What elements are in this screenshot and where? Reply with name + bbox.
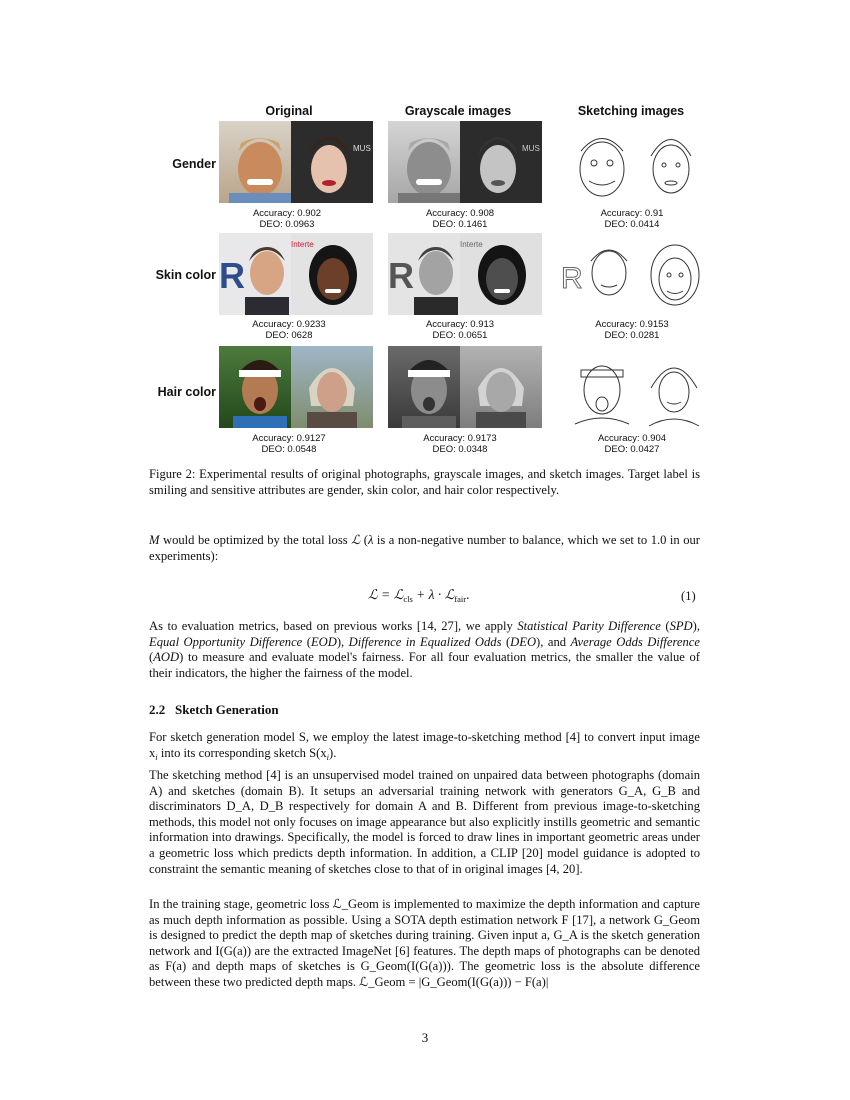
- photo-gender-female-original: [291, 121, 373, 203]
- sketch-hair-light: [633, 346, 715, 428]
- photo-gender-male-grayscale: [388, 121, 470, 203]
- svg-text:R: R: [561, 262, 583, 295]
- svg-text:MUS: MUS: [353, 144, 371, 153]
- photo-hair-light-grayscale: [460, 346, 542, 428]
- metric-hair-grayscale: Accuracy: 0.9173 DEO: 0.0348: [423, 433, 497, 455]
- section-heading: 2.2 Sketch Generation: [149, 702, 279, 717]
- photo-skin-dark-grayscale: [460, 233, 542, 315]
- metric-skin-original: Accuracy: 0.9233 DEO: 0628: [252, 319, 326, 341]
- sketch-gender-female: [633, 121, 715, 203]
- photo-gender-female-grayscale: [460, 121, 542, 203]
- svg-text:Interte: Interte: [460, 240, 483, 249]
- sketch-skin-dark: [633, 233, 715, 315]
- column-header-original: Original: [265, 104, 313, 118]
- column-header-sketching: Sketching images: [577, 104, 685, 118]
- paragraph-sketch-model: For sketch generation model S, we employ the latest image-to-sketching method [4] to convert input image $x_i$ into its corresponding sketch $S(x_i)$.: [149, 730, 700, 762]
- svg-text:R: R: [388, 255, 414, 296]
- row-label-skin-color: Skin color: [155, 268, 216, 282]
- row-label-gender: Gender: [172, 157, 216, 171]
- paragraph-geometric-loss: In the training stage, geometric loss ℒ_Geom is implemented to maximize the depth information and capture as much depth information as possible. Using a SOTA depth estimation network F [17], a network G_Geom is designed to predict the depth map of sketches during training. Given input a, G_A is the sketch generation network and I(G(a)) are the extracted ImageNet [6] features. The depth maps of photographs can be denoted as F(a) and depth maps of sketches is G_Geom(I(G(a))). The geometric loss is the absolute difference between these two predicted depth maps. ℒ_Geom = |G_Geom(I(G(a))) − F(a)|: [149, 897, 700, 989]
- photo-hair-dark-original: [219, 346, 301, 428]
- paragraph-evaluation-metrics: As to evaluation metrics, based on previous works [14, 27], we apply Statistical Parity Difference (SPD), Equal Opportunity Difference (EOD), Difference in Equalized Odds (DEO), and Average Odds Difference (AOD) to measure and evaluate model's fairness. For all four evaluation metrics, the smaller the value of their indicators, the higher the fairness of the model.: [149, 619, 700, 680]
- metric-gender-sketch: Accuracy: 0.91 DEO: 0.0414: [600, 208, 664, 230]
- metric-gender-grayscale: Accuracy: 0.908 DEO: 0.1461: [425, 208, 495, 230]
- svg-text:Interte: Interte: [291, 240, 314, 249]
- equation-total-loss: ℒ = ℒ$_{cls}$ + λ · ℒ$_{fair}$.: [368, 587, 470, 604]
- svg-text:MUS: MUS: [522, 144, 540, 153]
- sketch-gender-male: [561, 121, 643, 203]
- column-header-grayscale: Grayscale images: [404, 104, 512, 118]
- paragraph-total-loss: M would be optimized by the total loss ℒ (λ is a non-negative number to balance, which we set to 1.0 in our experiments):: [149, 533, 701, 563]
- photo-gender-male-original: [219, 121, 301, 203]
- photo-hair-light-original: [291, 346, 373, 428]
- metric-hair-sketch: Accuracy: 0.904 DEO: 0.0427: [597, 433, 667, 455]
- metric-gender-original: Accuracy: 0.902 DEO: 0.0963: [252, 208, 322, 230]
- photo-skin-dark-original: [291, 233, 373, 315]
- sketch-skin-light: [561, 233, 643, 315]
- sketch-hair-dark: [561, 346, 643, 428]
- photo-hair-dark-grayscale: [388, 346, 470, 428]
- equation-number: (1): [681, 589, 696, 603]
- metric-hair-original: Accuracy: 0.9127 DEO: 0.0548: [252, 433, 326, 455]
- metric-skin-grayscale: Accuracy: 0.913 DEO: 0.0651: [425, 319, 495, 341]
- paragraph-sketching-method: The sketching method [4] is an unsupervised model trained on unpaired data between photographs (domain A) and sketches (domain B). It setups an adversarial training network with generators G_A, G_B and discriminators D_A, D_B respectively for domain A and B. Different from previous image-to-sketching methods, this model not only focuses on image appearance but also explicitly instills geometric and semantic information into drawings. Specifically, the model is forced to draw lines in important geometric areas under a geometric loss which predicts depth information. In addition, a CLIP [20] model guidance is adopted to constraint the semantic meaning of sketches close to that of in original images [4, 20].: [149, 768, 700, 876]
- photo-skin-light-original: [219, 233, 301, 315]
- photo-skin-light-grayscale: [388, 233, 470, 315]
- page-number: 3: [421, 1030, 429, 1045]
- metric-skin-sketch: Accuracy: 0.9153 DEO: 0.0281: [595, 319, 669, 341]
- svg-text:R: R: [219, 255, 245, 296]
- row-label-hair-color: Hair color: [157, 385, 216, 399]
- figure-caption: Figure 2: Experimental results of original photographs, grayscale images, and sketch images. Target label is smiling and sensitive attributes are gender, skin color, and hair color respectively.: [149, 467, 700, 497]
